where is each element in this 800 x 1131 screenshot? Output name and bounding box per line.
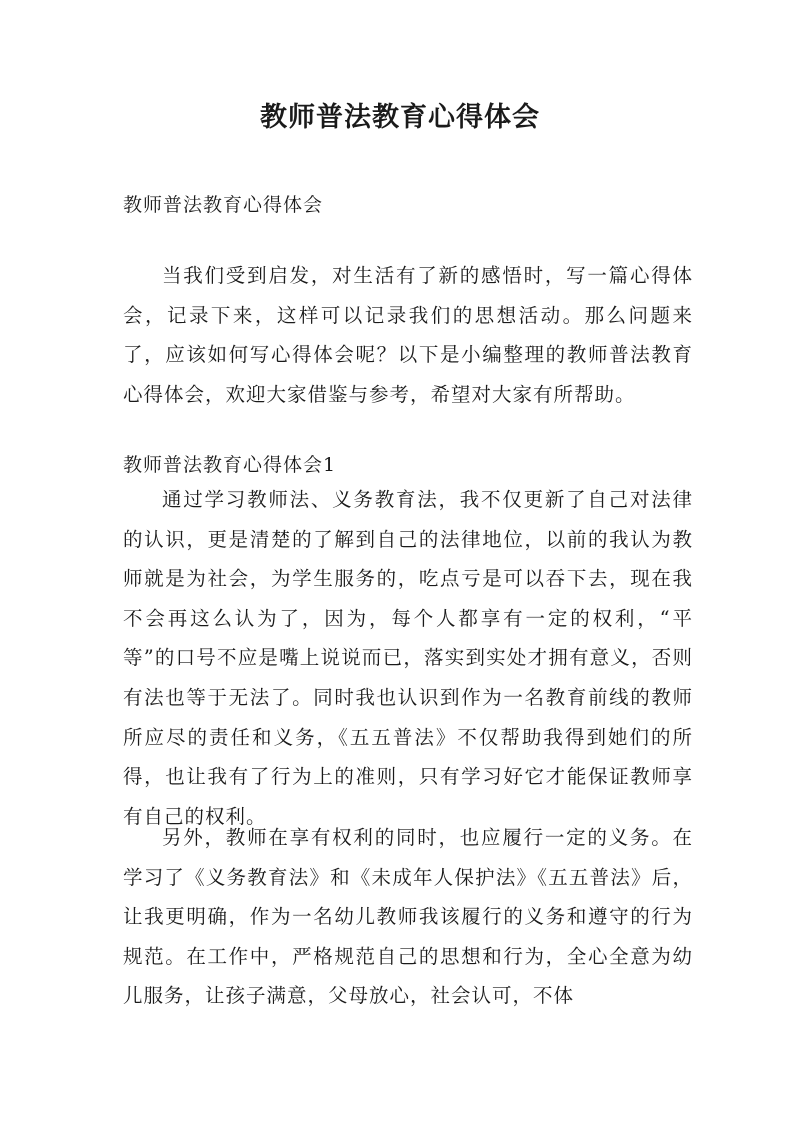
document-subtitle: 教师普法教育心得体会 (123, 194, 324, 216)
document-title: 教师普法教育心得体会 (260, 102, 540, 133)
section-heading: 教师普法教育心得体会1 (123, 454, 337, 476)
body-paragraph-2: 另外，教师在享有权利的同时，也应履行一定的义务。在学习了《义务教育法》和《未成年人保护法》《五五普法》后，让我更明确，作为一名幼儿教师我该履行的义务和遵守的行为规范。在工作中，严格规范自己的思想和行为，全心全意为幼儿服务，让孩子满意，父母放心，社会认可，不体 (123, 826, 693, 1008)
body-paragraph-1: 通过学习教师法、义务教育法，我不仅更新了自己对法律的认识，更是清楚的了解到自己的法律地位，以前的我认为教师就是为社会，为学生服务的，吃点亏是可以吞下去，现在我不会再这么认为了，因为，每个人都享有一定的权利，“平等”的口号不应是嘴上说说而已，落实到实处才拥有意义，否则有法也等于无法了。同时我也认识到作为一名教育前线的教师所应尽的责任和义务，《五五普法》不仅帮助我得到她们的所得，也让我有了行为上的准则，只有学习好它才能保证教师享有自己的权利。 (123, 488, 693, 828)
intro-paragraph: 当我们受到启发，对生活有了新的感悟时，写一篇心得体会，记录下来，这样可以记录我们的思想活动。那么问题来了，应该如何写心得体会呢？以下是小编整理的教师普法教育心得体会，欢迎大家借鉴与参考，希望对大家有所帮助。 (123, 264, 693, 406)
